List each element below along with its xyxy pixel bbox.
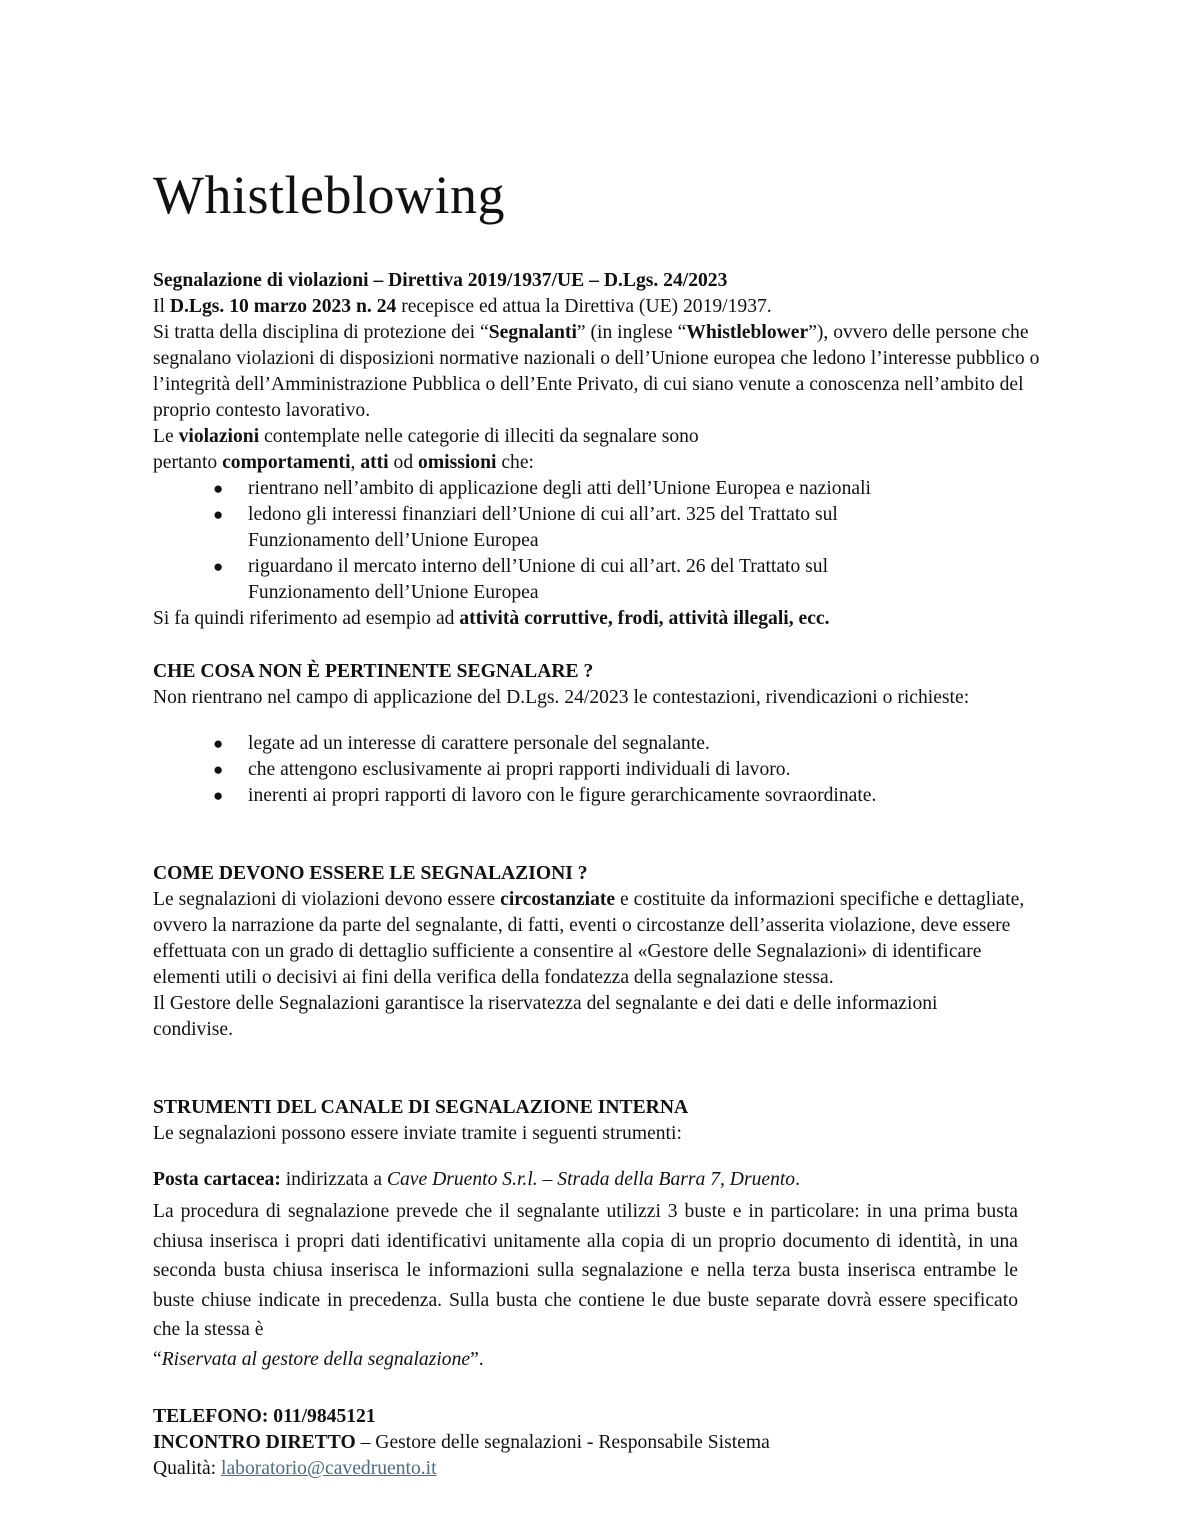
text: contemplate nelle categorie di illeciti da segnalare sono (259, 426, 699, 447)
post-line (153, 1167, 1053, 1193)
text: Si tratta della disciplina di protezione dei “ (153, 322, 489, 343)
text: – Gestore delle segnalazioni - Responsabile Sistema (355, 1432, 770, 1453)
bold-term: circostanziate (500, 889, 616, 910)
intro-section (153, 268, 1053, 632)
not-pertinent-list (153, 731, 1053, 809)
not-pertinent-heading: CHE COSA NON È PERTINENTE SEGNALARE ? (153, 661, 594, 682)
intro-line1 (153, 294, 1053, 320)
bold-term: atti (360, 452, 389, 473)
phone-line: TELEFONO: 011/9845121 (153, 1406, 376, 1427)
violations-list (153, 476, 953, 606)
how-heading: COME DEVONO ESSERE LE SEGNALAZIONI ? (153, 863, 588, 884)
tools-heading: STRUMENTI DEL CANALE DI SEGNALAZIONE INTERNA (153, 1097, 689, 1118)
postal-address: Cave Druento S.r.l. – Strada della Barra 7, Druento (386, 1169, 796, 1190)
bullet-icon: ● (213, 479, 224, 498)
list-item-text: rientrano nell’ambito di applicazione degli atti dell’Unione Europea e nazionali (248, 478, 871, 499)
bullet-icon: ● (213, 505, 224, 524)
bold-term: comportamenti (222, 452, 351, 473)
bold-term: violazioni (178, 426, 260, 447)
tools-section (153, 1095, 1053, 1375)
list-item-text: riguardano il mercato interno dell’Unione di cui all’art. 26 del Trattato sul Funzionamento dell’Unione Europea (248, 556, 829, 603)
text: recepisce ed attua la Direttiva (UE) 2019/1937. (396, 296, 772, 317)
contacts-section (153, 1404, 1053, 1482)
text: Le (153, 426, 179, 447)
law-reference: D.Lgs. 10 marzo 2023 n. 24 (169, 296, 397, 317)
text: Si fa quindi riferimento ad esempio ad (153, 608, 460, 629)
text: e costituite da informazioni specifiche e dettagliate, ovvero la narrazione da parte del segnalante, di fatti, eventi o circostanze dell’asserita violazione, deve essere effettuata con un grado di dettaglio sufficiente a consentire al «Gestore delle Segnalazioni» di identificare elementi utili o decisivi ai fini della verifica della fondatezza della segnalazione stessa. (153, 889, 1025, 988)
procedure-paragraph (153, 1197, 1018, 1375)
list-item-text: che attengono esclusivamente ai propri rapporti individuali di lavoro. (248, 759, 791, 780)
how-paragraph (153, 887, 1048, 991)
confidentiality-paragraph: Il Gestore delle Segnalazioni garantisce la riservatezza del segnalante e dei dati e delle informazioni condivise. (153, 993, 938, 1040)
intro-paragraph (153, 320, 1048, 424)
tools-intro: Le segnalazioni possono essere inviate tramite i seguenti strumenti: (153, 1123, 682, 1144)
procedure-last-line (153, 1345, 1018, 1375)
quality-line (153, 1456, 1053, 1482)
text: pertanto (153, 452, 223, 473)
email-link[interactable]: laboratorio@cavedruento.it (221, 1458, 437, 1479)
post-label: Posta cartacea: (153, 1169, 281, 1190)
bullet-icon: ● (213, 786, 224, 805)
list-item-text: ledono gli interessi finanziari dell’Unione di cui all’art. 325 del Trattato sul Funzionamento dell’Unione Europea (248, 504, 838, 551)
list-item (153, 476, 953, 502)
page-title: Whistleblowing (153, 165, 505, 225)
behaviours-line (153, 450, 1053, 476)
bold-term: Whistleblower (686, 322, 809, 343)
list-item (153, 502, 953, 554)
text: ”. (470, 1348, 484, 1370)
list-item-text: inerenti ai propri rapporti di lavoro con le figure gerarchicamente sovraordinate. (248, 785, 877, 806)
intro-heading: Segnalazione di violazioni – Direttiva 2019/1937/UE – D.Lgs. 24/2023 (153, 270, 728, 291)
text: od (388, 452, 419, 473)
list-item (153, 783, 1053, 809)
examples-line (153, 606, 1053, 632)
not-pertinent-text: Non rientrano nel campo di applicazione del D.Lgs. 24/2023 le contestazioni, rivendicazioni o richieste: (153, 687, 970, 708)
violations-line (153, 424, 1053, 450)
how-section (153, 861, 1053, 1043)
bullet-icon: ● (213, 734, 224, 753)
text: , (350, 452, 361, 473)
meeting-line (153, 1430, 1053, 1456)
text: “ (153, 1348, 162, 1370)
bullet-icon: ● (213, 557, 224, 576)
list-item (153, 757, 1053, 783)
bold-term: attività corruttive, frodi, attività illegali, ecc. (459, 608, 830, 629)
text: indirizzata a (280, 1169, 387, 1190)
text: ”), ovvero delle persone che segnalano violazioni di disposizioni normative nazionali o dell’Unione europea che ledono l’interesse pubblico o l’integrità dell’Amministrazione Pubblica o dell’Ente Privato, di cui siano venute a conoscenza nell’ambito del proprio contesto lavorativo. (153, 322, 1040, 421)
text: Le segnalazioni di violazioni devono essere (153, 889, 501, 910)
list-item-text: legate ad un interesse di carattere personale del segnalante. (248, 733, 710, 754)
list-item (153, 731, 1053, 757)
bold-term: Segnalanti (488, 322, 577, 343)
bullet-icon: ● (213, 760, 224, 779)
envelope-label: Riservata al gestore della segnalazione (161, 1348, 471, 1370)
list-item (153, 554, 953, 606)
not-pertinent-section (153, 659, 1053, 809)
text: Qualità: (153, 1458, 222, 1479)
meeting-label: INCONTRO DIRETTO (153, 1432, 356, 1453)
procedure-text: La procedura di segnalazione prevede che il segnalante utilizzi 3 buste e in particolare: in una prima busta chiusa inserisca i propri dati identificativi unitamente alla copia di un proprio documento di identità, in una seconda busta chiusa inserisca le informazioni sulla segnalazione e nella terza busta inserisca entrambe le buste chiuse indicate in precedenza. Sulla busta che contiene le due buste separate dovrà essere specificato che la stessa è (153, 1201, 1018, 1341)
text: . (795, 1169, 801, 1190)
text: che: (496, 452, 534, 473)
text: ” (in inglese “ (576, 322, 687, 343)
bold-term: omissioni (418, 452, 497, 473)
text: Il (153, 296, 170, 317)
